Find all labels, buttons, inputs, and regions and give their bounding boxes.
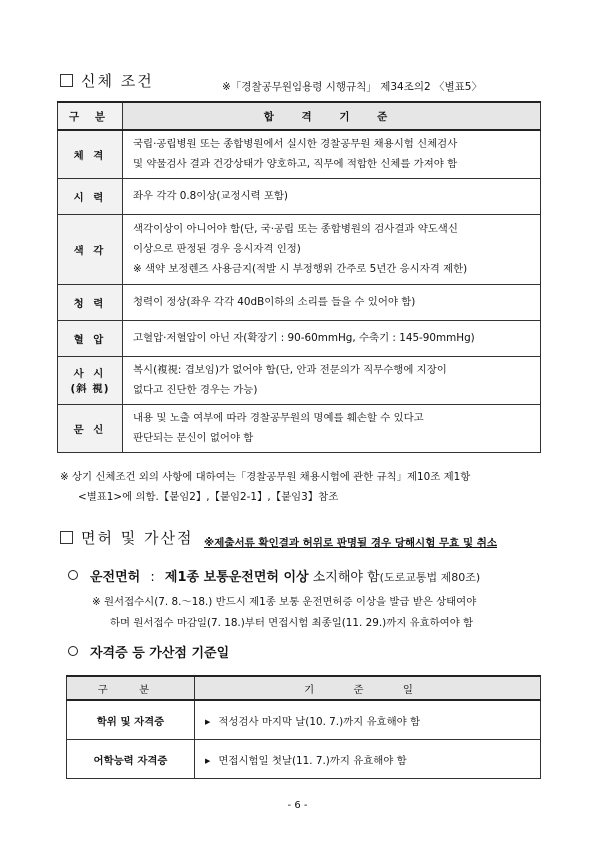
row-content [123, 356, 541, 404]
bonus-heading: 자격증 등 가산점 기준일 [68, 642, 229, 661]
header-category: 구 분 [67, 676, 195, 700]
checkbox-square-icon [60, 74, 73, 87]
note-line: <별표1>에 의함.【붙임2】,【붙임2-1】,【붙임3】참조 [78, 491, 339, 503]
row-label: 혈 압 [58, 320, 123, 356]
table-row [58, 284, 541, 320]
triangle-bullet-icon: ▶ [205, 717, 211, 726]
triangle-bullet-icon: ▶ [205, 756, 211, 765]
row-label: 청 력 [58, 284, 123, 320]
header-criteria: 합 격 기 준 [123, 102, 541, 130]
row-content [123, 284, 541, 320]
note-line: ※ 상기 신체조건 외의 사항에 대하여는「경찰공무원 채용시험에 관한 규칙」제10조 제1항 [60, 471, 471, 483]
circle-bullet-icon [68, 570, 78, 580]
header-category: 구 분 [58, 102, 123, 130]
row-label: 색 각 [58, 214, 123, 284]
license-note [92, 592, 476, 634]
header-criteria: 기 준 일 [195, 676, 541, 700]
content-line: 이상으로 판정된 경우 응시자격 인정) [133, 243, 301, 255]
label-line: (斜 視) [70, 383, 110, 395]
row-content [123, 214, 541, 284]
label-line: 사 시 [73, 368, 107, 380]
row-content [123, 178, 541, 214]
physical-note [60, 467, 470, 507]
content-line: 색각이상이 아니어야 함(단, 국·공립 또는 종합병원의 검사결과 약도색신 [133, 223, 458, 235]
checkbox-square-icon [60, 531, 73, 544]
note-line: 하며 원서접수 마감일(7. 18.)부터 면접시험 최종일(11. 29.)까지 유효하여야 함 [110, 617, 474, 629]
row-label: 문 신 [58, 404, 123, 452]
row-content: ▶ 적성검사 마지막 날(10. 7.)까지 유효해야 함 [195, 700, 541, 740]
regulation-reference: ※「경찰공무원임용령 시행규칙」 제34조의2 〈별표5〉 [222, 81, 482, 93]
content-line: 없다고 진단한 경우는 가능) [133, 384, 258, 396]
content-line: 국립·공립병원 또는 종합병원에서 실시한 경찰공무원 채용시험 신체검사 [133, 138, 458, 151]
note-line: ※ 원서접수시(7. 8.～18.) 반드시 제1종 보통 운전면허증 이상을 발급 받은 상태여야 [92, 596, 477, 608]
table-row [58, 356, 541, 404]
table-header-row [67, 676, 541, 700]
page-number: - 6 - [287, 800, 308, 811]
row-label: 어학능력 자격증 [67, 740, 195, 779]
row-content [123, 130, 541, 178]
table-header-row [58, 102, 541, 130]
table-row [58, 214, 541, 284]
physical-criteria-table [57, 101, 541, 453]
table-row [58, 404, 541, 452]
table-row [58, 178, 541, 214]
content-line: 판단되는 문신이 없어야 함 [133, 432, 254, 444]
table-row [58, 130, 541, 178]
table-row [67, 740, 541, 779]
row-label: 시 력 [58, 178, 123, 214]
license-requirement: 운전면허 : 제1종 보통운전면허 이상 소지해야 함(도로교통법 제80조) [68, 566, 480, 585]
content-line: 좌우 각각 0.8이상(교정시력 포함) [133, 190, 288, 202]
section-title-license: 면허 및 가산점 [60, 527, 193, 548]
row-content [123, 404, 541, 452]
row-label: 학위 및 자격증 [67, 700, 195, 740]
warning-note: ※제출서류 확인결과 허위로 판명될 경우 당해시험 무효 및 취소 [204, 537, 498, 549]
row-label: 체 격 [58, 130, 123, 178]
content-line: 고혈압·저혈압이 아닌 자(확장기 : 90-60mmHg, 수축기 : 145-90mmHg) [133, 332, 475, 344]
content-line: 및 약물검사 결과 건강상태가 양호하고, 직무에 적합한 신체를 가져야 함 [133, 158, 458, 171]
row-content [123, 320, 541, 356]
circle-bullet-icon [68, 646, 78, 656]
content-line: ※ 색약 보정렌즈 사용금지(적발 시 부정행위 간주로 5년간 응시자격 제한) [133, 263, 468, 275]
content-line: 복시(複視: 겹보임)가 없어야 함(단, 안과 전문의가 직무수행에 지장이 [133, 364, 447, 376]
section-title-physical: 신체 조건 [60, 70, 154, 91]
row-label [58, 356, 123, 404]
content-line: 청력이 정상(좌우 각각 40dB이하의 소리를 들을 수 있어야 함) [133, 296, 416, 308]
table-row [58, 320, 541, 356]
row-content: ▶ 면접시험일 첫날(11. 7.)까지 유효해야 함 [195, 740, 541, 779]
table-row [67, 700, 541, 740]
content-line: 내용 및 노출 여부에 따라 경찰공무원의 명예를 훼손할 수 있다고 [133, 412, 424, 424]
bonus-criteria-table [66, 675, 541, 779]
